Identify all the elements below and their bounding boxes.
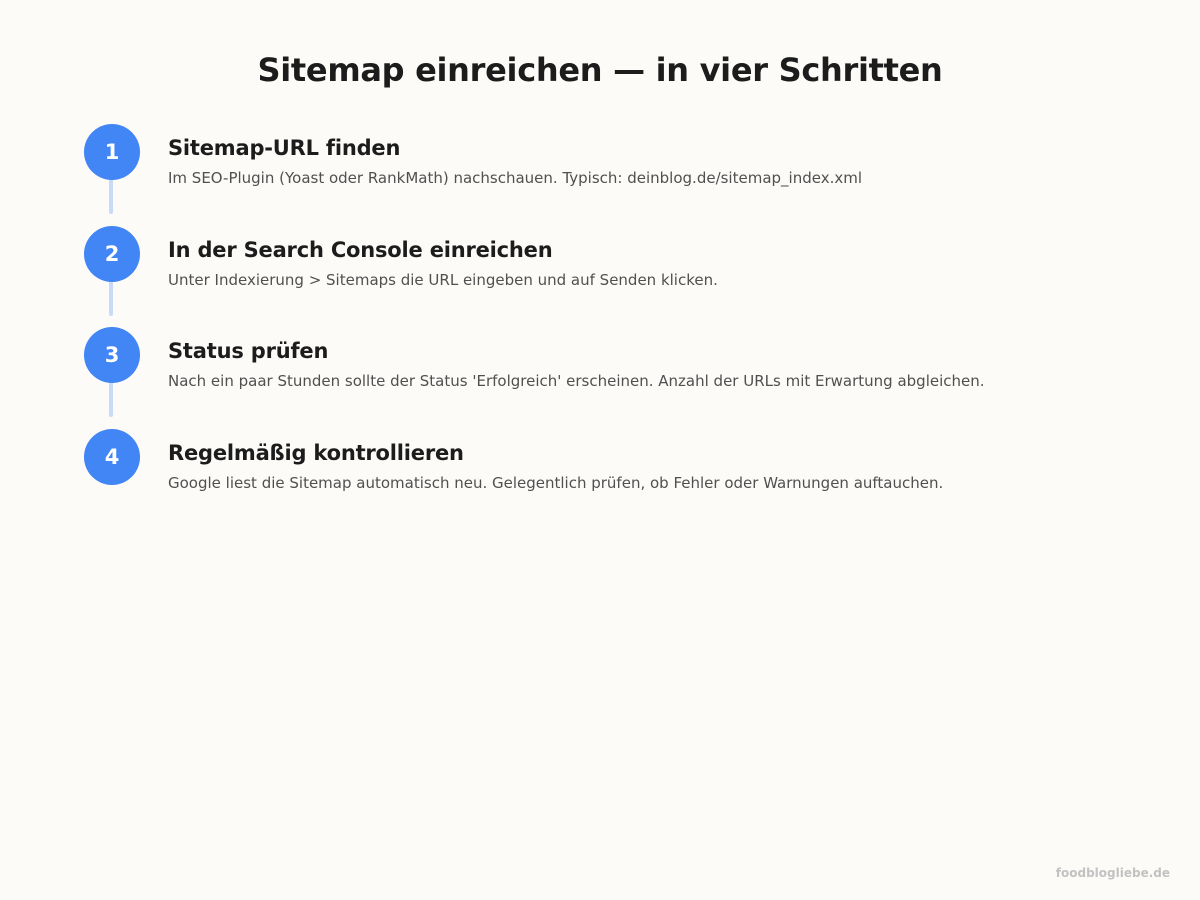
step-title: Sitemap-URL finden xyxy=(168,136,401,160)
step-title: Status prüfen xyxy=(168,339,329,363)
step-text xyxy=(168,234,1128,291)
step-item-3 xyxy=(84,327,1144,429)
step-item-2 xyxy=(84,226,1144,328)
step-connector xyxy=(109,174,113,214)
step-title: Regelmäßig kontrollieren xyxy=(168,440,464,465)
step-number-badge: 2 xyxy=(84,226,140,282)
step-title: In der Search Console einreichen xyxy=(168,237,553,262)
step-description: Im SEO-Plugin (Yoast oder RankMath) nachschauen. Typisch: deinblog.de/sitemap_index.xml xyxy=(168,169,862,187)
step-item-1 xyxy=(84,124,1144,226)
step-connector xyxy=(109,377,113,417)
step-text xyxy=(168,132,1128,189)
step-description: Google liest die Sitemap automatisch neu. Gelegentlich prüfen, ob Fehler oder Warnungen auftauchen. xyxy=(168,473,944,492)
step-text xyxy=(168,437,1128,494)
step-number-badge: 3 xyxy=(84,327,140,383)
step-number-badge: 4 xyxy=(84,429,140,485)
step-description: Nach ein paar Stunden sollte der Status 'Erfolgreich' erscheinen. Anzahl der URLs mit Erwartung abgleichen. xyxy=(168,372,985,390)
site-watermark: foodblogliebe.de xyxy=(1055,866,1170,880)
step-connector xyxy=(109,276,113,316)
step-description: Unter Indexierung > Sitemaps die URL eingeben und auf Senden klicken. xyxy=(168,270,718,289)
step-text xyxy=(168,335,1128,392)
steps-list xyxy=(84,124,1144,530)
step-number-badge: 1 xyxy=(84,124,140,180)
step-item-4 xyxy=(84,429,1144,531)
page-title: Sitemap einreichen — in vier Schritten xyxy=(257,51,943,89)
